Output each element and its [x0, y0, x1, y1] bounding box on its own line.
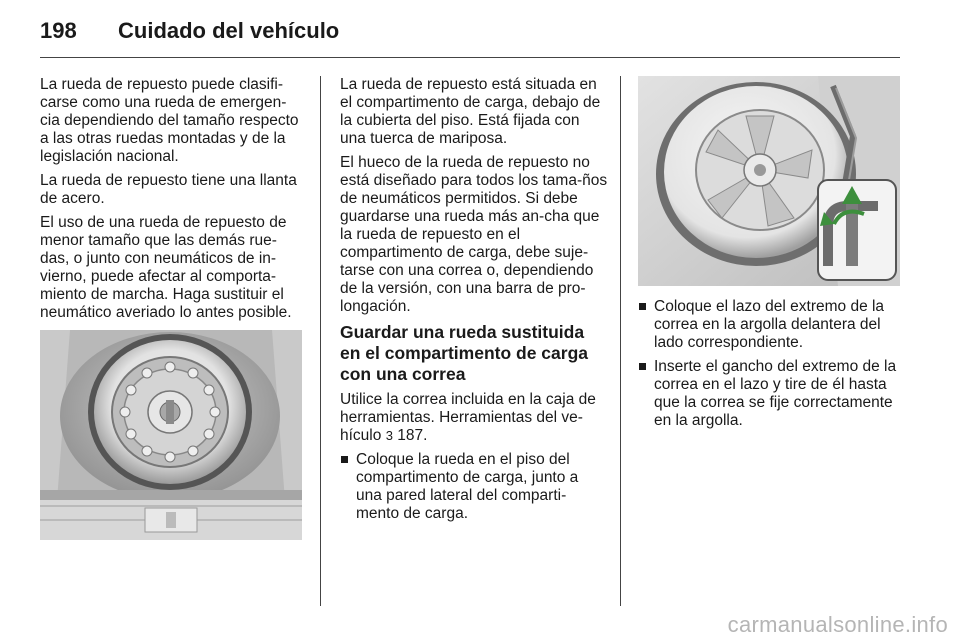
header-divider [40, 57, 900, 58]
column-divider-2 [620, 76, 621, 606]
bullet-list [638, 298, 903, 430]
column-divider-1 [320, 76, 321, 606]
column-left [40, 76, 305, 328]
column-right [638, 298, 903, 436]
paragraph: La rueda de repuesto tiene una llanta de acero. [40, 172, 297, 207]
intro-text: Utilice la correa incluida en la caja de herramientas. Herramientas del ve-hículo [340, 391, 596, 444]
list-item: Inserte el gancho del extremo de la correa en el lazo y tire de él hasta que la correa se fije correctamente en la argolla. [638, 358, 903, 430]
section-heading: Guardar una rueda sustituida en el compartimento de carga con una correa [340, 322, 588, 384]
paragraph: El uso de una rueda de repuesto de menor tamaño que las demás rue-das, o junto con neumáticos de in-vierno, puede afectar al comporta-miento de marcha. Haga sustituir el neumático averiado lo antes posible. [40, 214, 292, 321]
spare-wheel-well-illustration [40, 330, 302, 540]
strap-fastening-illustration [638, 76, 900, 286]
list-item: Coloque la rueda en el piso del compartimento de carga, junto a una pared lateral del comparti-mento de carga. [340, 451, 608, 523]
strap-fastening-drawing [638, 76, 900, 286]
bullet-list [340, 451, 608, 523]
list-item: Coloque el lazo del extremo de la correa en la argolla delantera del lado correspondiente. [638, 298, 903, 352]
paragraph [340, 391, 608, 445]
column-middle [340, 76, 608, 529]
reference-page: 187. [397, 427, 428, 444]
page-number: 198 [40, 18, 77, 43]
page-header [40, 14, 900, 54]
paragraph: El hueco de la rueda de repuesto no está diseñado para todos los tama-ños de neumáticos permitidos. Si debe guardarse una rueda más an-cha que la rueda de repuesto en el compartimento de carga, debe suje-tarse con una correa o, dependiendo de la versión, con una barra de pro-longación. [340, 154, 608, 315]
spare-wheel-well-drawing [40, 330, 302, 540]
page-title: Cuidado del vehículo [118, 18, 340, 43]
watermark: carmanualsonline.info [727, 612, 948, 637]
reference-arrow-icon: 3 [385, 428, 393, 443]
paragraph: La rueda de repuesto puede clasifi-carse como una rueda de emergen-cia dependiendo del tamaño respecto a las otras ruedas montadas y de la legislación nacional. [40, 76, 299, 165]
paragraph: La rueda de repuesto está situada en el compartimento de carga, debajo de la cubierta del piso. Está fijada con una tuerca de mariposa. [340, 76, 601, 147]
